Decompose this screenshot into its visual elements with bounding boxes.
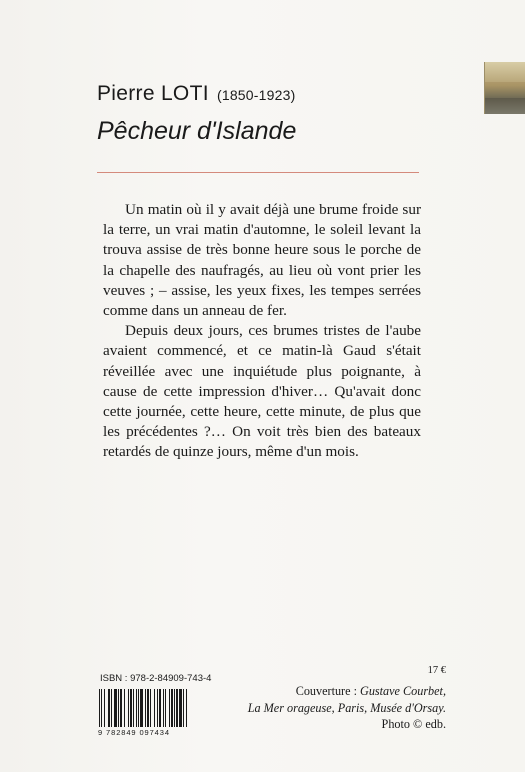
cover-credit-line	[248, 683, 446, 700]
author-years: (1850-1923)	[216, 87, 296, 103]
cover-work: La Mer orageuse, Paris, Musée d'Orsay.	[247, 700, 446, 715]
isbn-label: ISBN : 978-2-84909-743-4	[100, 673, 212, 684]
author-line	[97, 82, 295, 106]
barcode	[99, 689, 226, 727]
book-title: Pêcheur d'Islande	[97, 117, 297, 145]
barcode-bar	[187, 689, 188, 727]
blurb	[103, 200, 421, 463]
blurb-paragraph: Un matin où il y avait déjà une brume froide sur la terre, un vrai matin d'automne, le soleil levant la trouva assise de très bonne heure sous le porche de la chapelle des naufragés, au lieu où vont prier les veuves ; – assise, les yeux fixes, les tempes serrées comme dans un anneau de fer.	[103, 201, 421, 320]
blurb-paragraph: Depuis deux jours, ces brumes tristes de l'aube avaient commencé, et ce matin-là Gaud s'était réveillée avec une inquiétude plus poignante, à cause de cette impression d'hiver… Qu'avait donc cette journée, cette heure, cette minute, de plus que les précédentes ?… On voit très bien des bateaux retardés de quinze jours, même d'un mois.	[103, 322, 421, 461]
photo-credit: Photo © edb.	[381, 717, 446, 731]
cover-label: Couverture :	[295, 684, 361, 698]
painting-sea	[485, 98, 525, 114]
cover-artist: Gustave Courbet,	[360, 684, 446, 698]
cover-painting-edge	[484, 62, 525, 114]
price-label: 17 €	[427, 665, 446, 676]
painting-sky	[485, 62, 525, 82]
author-name: Pierre LOTI	[97, 82, 209, 105]
title-divider	[97, 172, 419, 173]
cover-work-line	[248, 700, 446, 717]
barcode-digits: 9 782849 097434	[98, 728, 170, 737]
cover-credits	[248, 683, 446, 733]
